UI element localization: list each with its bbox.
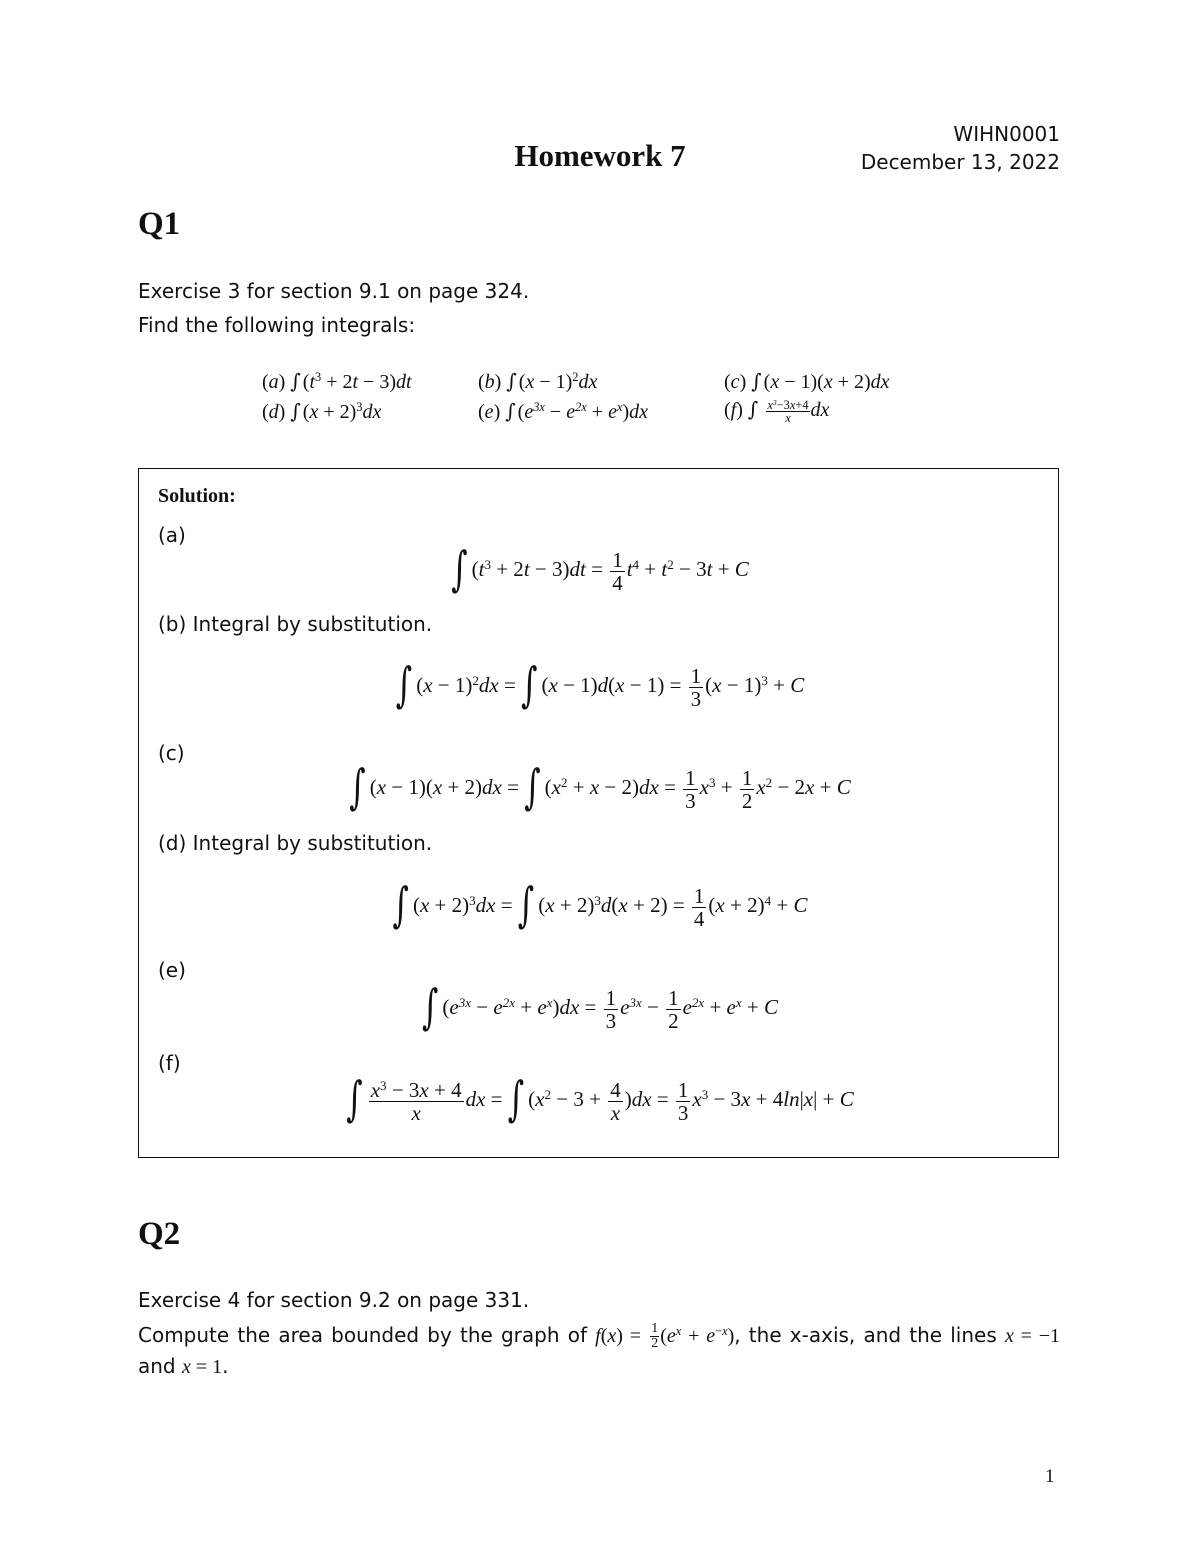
solution-a-equation: ∫ $(t^3 + 2t - 3)dt$ = $\frac{1}{4}$ $t^4 + t^2 - 3t + C$ bbox=[451, 543, 749, 597]
document-title: Homework 7 bbox=[514, 138, 686, 173]
document-date: December 13, 2022 bbox=[860, 150, 1060, 174]
problem-f: (f) ∫ $\frac{x^3-3x+4}{x}$ dx bbox=[724, 397, 830, 426]
solution-label: Solution: bbox=[158, 485, 236, 507]
problem-row-2 bbox=[262, 396, 890, 426]
q2-statement: Compute the area bounded by the graph of f(x) = $\frac{1}{2}$ $(e^x + e^{-x})$, the x-axis, and the lines x = −1 and x = 1. bbox=[138, 1321, 1061, 1378]
q1-heading: Q1 bbox=[138, 206, 181, 242]
problem-e: (e) ∫ $(e^{3x} - e^{2x} + e^x)dx$ bbox=[478, 398, 649, 423]
solution-c-equation: ∫ (x − 1)(x + 2)dx = ∫ $(x^2 + x - 2)dx$ = $\frac{1}{3}$ $x^3$ + $\frac{1}{2}$ $x^2 - 2x + C$ bbox=[349, 761, 851, 815]
solution-d-label: (d) Integral by substitution. bbox=[158, 831, 433, 855]
solution-d-equation: ∫ $(x + 2)^3dx$ = ∫ $(x + 2)^3d(x + 2)$ = $\frac{1}{4}$ $(x + 2)^4 + C$ bbox=[392, 879, 808, 933]
course-code: WIHN0001 bbox=[953, 122, 1060, 146]
q2-exercise-text: Exercise 4 for section 9.2 on page 331. bbox=[138, 1288, 530, 1312]
solution-b-equation: ∫ $(x - 1)^2dx$ = ∫ (x − 1)d(x − 1) = $\frac{1}{3}$ $(x - 1)^3 + C$ bbox=[395, 659, 805, 713]
q1-instruction: Find the following integrals: bbox=[138, 313, 416, 337]
q2-heading: Q2 bbox=[138, 1216, 181, 1252]
problem-b: (b) ∫ $(x - 1)^2dx$ bbox=[478, 368, 598, 393]
solution-f-equation: ∫ $\frac{x^3 - 3x + 4}{x}$ dx = ∫ ($x^2 - 3$ + $\frac{4}{x}$ )dx = $\frac{1}{3}$ $x^3 - 3x + 4\ln|x| + C$ bbox=[346, 1073, 854, 1127]
problem-c: (c) ∫ (x − 1)(x + 2)dx bbox=[724, 368, 890, 393]
problem-a: (a) ∫ $(t^3 + 2t - 3)dt$ bbox=[262, 368, 412, 393]
problem-list bbox=[262, 366, 890, 426]
page-number: 1 bbox=[1045, 1466, 1055, 1487]
solution-f-label: (f) bbox=[158, 1051, 181, 1075]
solution-e-equation: ∫ $(e^{3x} - e^{2x} + e^x)dx$ = $\frac{1}{3}$ $e^{3x}$ − $\frac{1}{2}$ $e^{2x} + e^x + C$ bbox=[421, 981, 779, 1035]
solution-e-label: (e) bbox=[158, 958, 186, 982]
solution-b-label: (b) Integral by substitution. bbox=[158, 612, 433, 636]
solution-a-label: (a) bbox=[158, 523, 186, 547]
problem-row-1 bbox=[262, 366, 890, 396]
solution-c-label: (c) bbox=[158, 741, 185, 765]
q1-exercise-text: Exercise 3 for section 9.1 on page 324. bbox=[138, 279, 530, 303]
problem-d: (d) ∫ $(x + 2)^3dx$ bbox=[262, 398, 382, 423]
